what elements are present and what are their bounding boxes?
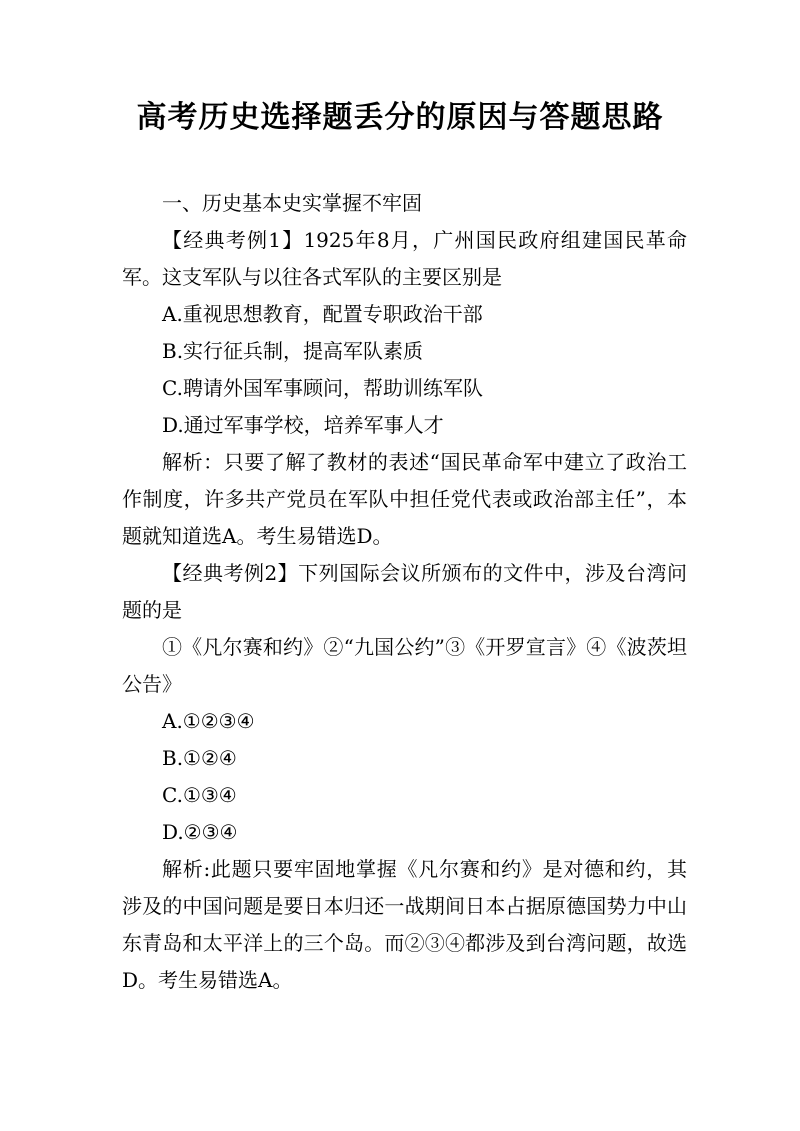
question-1-option-d: D.通过军事学校，培养军事人才 [162, 413, 444, 437]
question-2-analysis: 解析:此题只要牢固地掌握《凡尔赛和约》是对德和约，其涉及的中国问题是要日本归还一战期间日本占据原德国势力中山东青岛和太平洋上的三个岛。而②③④都涉及到台湾问题，故选D。考生易错选A。 [122, 857, 687, 992]
question-1-stem: 【经典考例1】1925年8月，广州国民政府组建国民革命军。这支军队与以往各式军队的主要区别是 [122, 228, 687, 289]
question-1-analysis: 解析：只要了解了教材的表述“国民革命军中建立了政治工作制度，许多共产党员在军队中担任党代表或政治部主任”，本题就知道选A。考生易错选D。 [122, 450, 687, 548]
document-body [122, 185, 687, 999]
question-2-option-a: A.①②③④ [162, 709, 255, 733]
question-2-option-d: D.②③④ [162, 820, 238, 844]
question-1-option-b: B.实行征兵制，提高军队素质 [162, 339, 424, 363]
question-1-option-c: C.聘请外国军事顾问，帮助训练军队 [162, 376, 483, 400]
section-heading: 一、历史基本史实掌握不牢固 [162, 191, 422, 215]
question-2-items: ①《凡尔赛和约》②“九国公约”③《开罗宣言》④《波茨坦公告》 [122, 635, 687, 696]
question-2-option-c: C.①③④ [162, 783, 237, 807]
question-1-option-a: A.重视思想教育，配置专职政治干部 [162, 302, 483, 326]
question-2-option-b: B.①②④ [162, 746, 237, 770]
document-title: 高考历史选择题丢分的原因与答题思路 [136, 100, 664, 135]
question-2-stem: 【经典考例2】下列国际会议所颁布的文件中，涉及台湾问题的是 [122, 561, 687, 622]
